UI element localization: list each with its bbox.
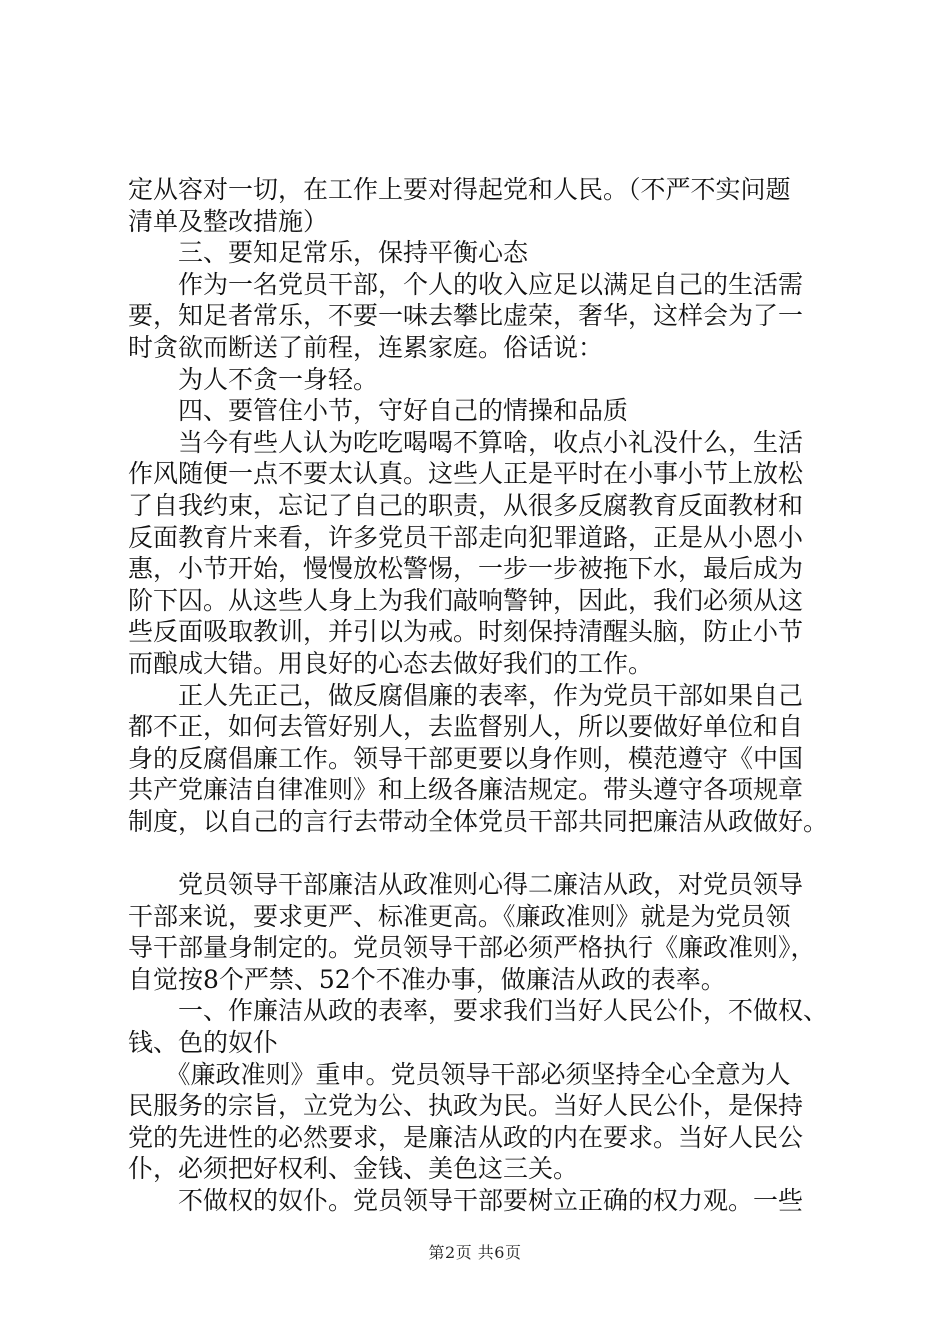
text-line: 反面教育片来看，许多党员干部走向犯罪道路，正是从小恩小: [128, 522, 804, 552]
section-heading: 一、作廉洁从政的表率，要求我们当好人民公仆，不做权、: [128, 996, 829, 1026]
text-line: 钱、色的奴仆: [128, 1028, 279, 1058]
text-line: 共产党廉洁自律准则》和上级各廉洁规定。带头遵守各项规章: [128, 775, 804, 805]
text-line: 作为一名党员干部，个人的收入应足以满足自己的生活需: [128, 269, 804, 299]
text-line: 党员领导干部廉洁从政准则心得二廉洁从政，对党员领导: [128, 870, 804, 900]
document-body: [128, 174, 840, 1217]
text-line: 党的先进性的必然要求，是廉洁从政的内在要求。当好人民公: [128, 1122, 804, 1152]
text-line: 干部来说，要求更严、标准更高。《廉政准则》就是为党员领: [128, 901, 791, 931]
text-line: 而酿成大错。用良好的心态去做好我们的工作。: [128, 648, 654, 678]
text-line: 时贪欲而断送了前程，连累家庭。俗话说：: [128, 332, 604, 362]
text-line: 正人先正己，做反腐倡廉的表率，作为党员干部如果自己: [128, 680, 804, 710]
text-line: 要，知足者常乐，不要一味去攀比虚荣，奢华，这样会为了一: [128, 301, 804, 331]
text-line: 些反面吸取教训，并引以为戒。时刻保持清醒头脑，防止小节: [128, 617, 804, 647]
text-line: 惠，小节开始，慢慢放松警惕，一步一步被拖下水，最后成为: [128, 554, 804, 584]
text-line: 《廉政准则》重申。党员领导干部必须坚持全心全意为人: [128, 1059, 791, 1089]
text-line: 都不正，如何去管好别人，去监督别人，所以要做好单位和自: [128, 712, 804, 742]
text-line: 定从容对一切，在工作上要对得起党和人民。（不严不实问题: [128, 175, 791, 204]
text-line: 为人不贪一身轻。: [128, 364, 379, 394]
section-heading: 四、要管住小节，守好自己的情操和品质: [128, 396, 629, 426]
text-line: 民服务的宗旨，立党为公、执政为民。当好人民公仆，是保持: [128, 1091, 804, 1121]
page-footer: 第2页 共6页: [428, 1243, 522, 1262]
text-line: 仆，必须把好权利、金钱、美色这三关。: [128, 1154, 579, 1184]
text-line: 了自我约束，忘记了自己的职责，从很多反腐教育反面教材和: [128, 490, 804, 520]
text-line: 身的反腐倡廉工作。领导干部更要以身作则，模范遵守《中国: [128, 743, 804, 773]
text-line: 清单及整改措施）: [128, 206, 329, 236]
blank-line: [128, 837, 840, 869]
text-line: 自觉按8个严禁、52个不准办事，做廉洁从政的表率。: [128, 964, 726, 994]
text-line: 不做权的奴仆。党员领导干部要树立正确的权力观。一些: [128, 1186, 804, 1215]
text-line: 阶下囚。从这些人身上为我们敲响警钟，因此，我们必须从这: [128, 585, 804, 615]
text-line: 作风随便一点不要太认真。这些人正是平时在小事小节上放松: [128, 459, 804, 489]
text-line: 制度，以自己的言行去带动全体党员干部共同把廉洁从政做好。: [128, 806, 829, 836]
text-line: 当今有些人认为吃吃喝喝不算啥，收点小礼没什么，生活: [128, 427, 804, 457]
text-line: 导干部量身制定的。党员领导干部必须严格执行《廉政准则》，: [128, 933, 816, 963]
section-heading: 三、要知足常乐，保持平衡心态: [128, 238, 529, 268]
